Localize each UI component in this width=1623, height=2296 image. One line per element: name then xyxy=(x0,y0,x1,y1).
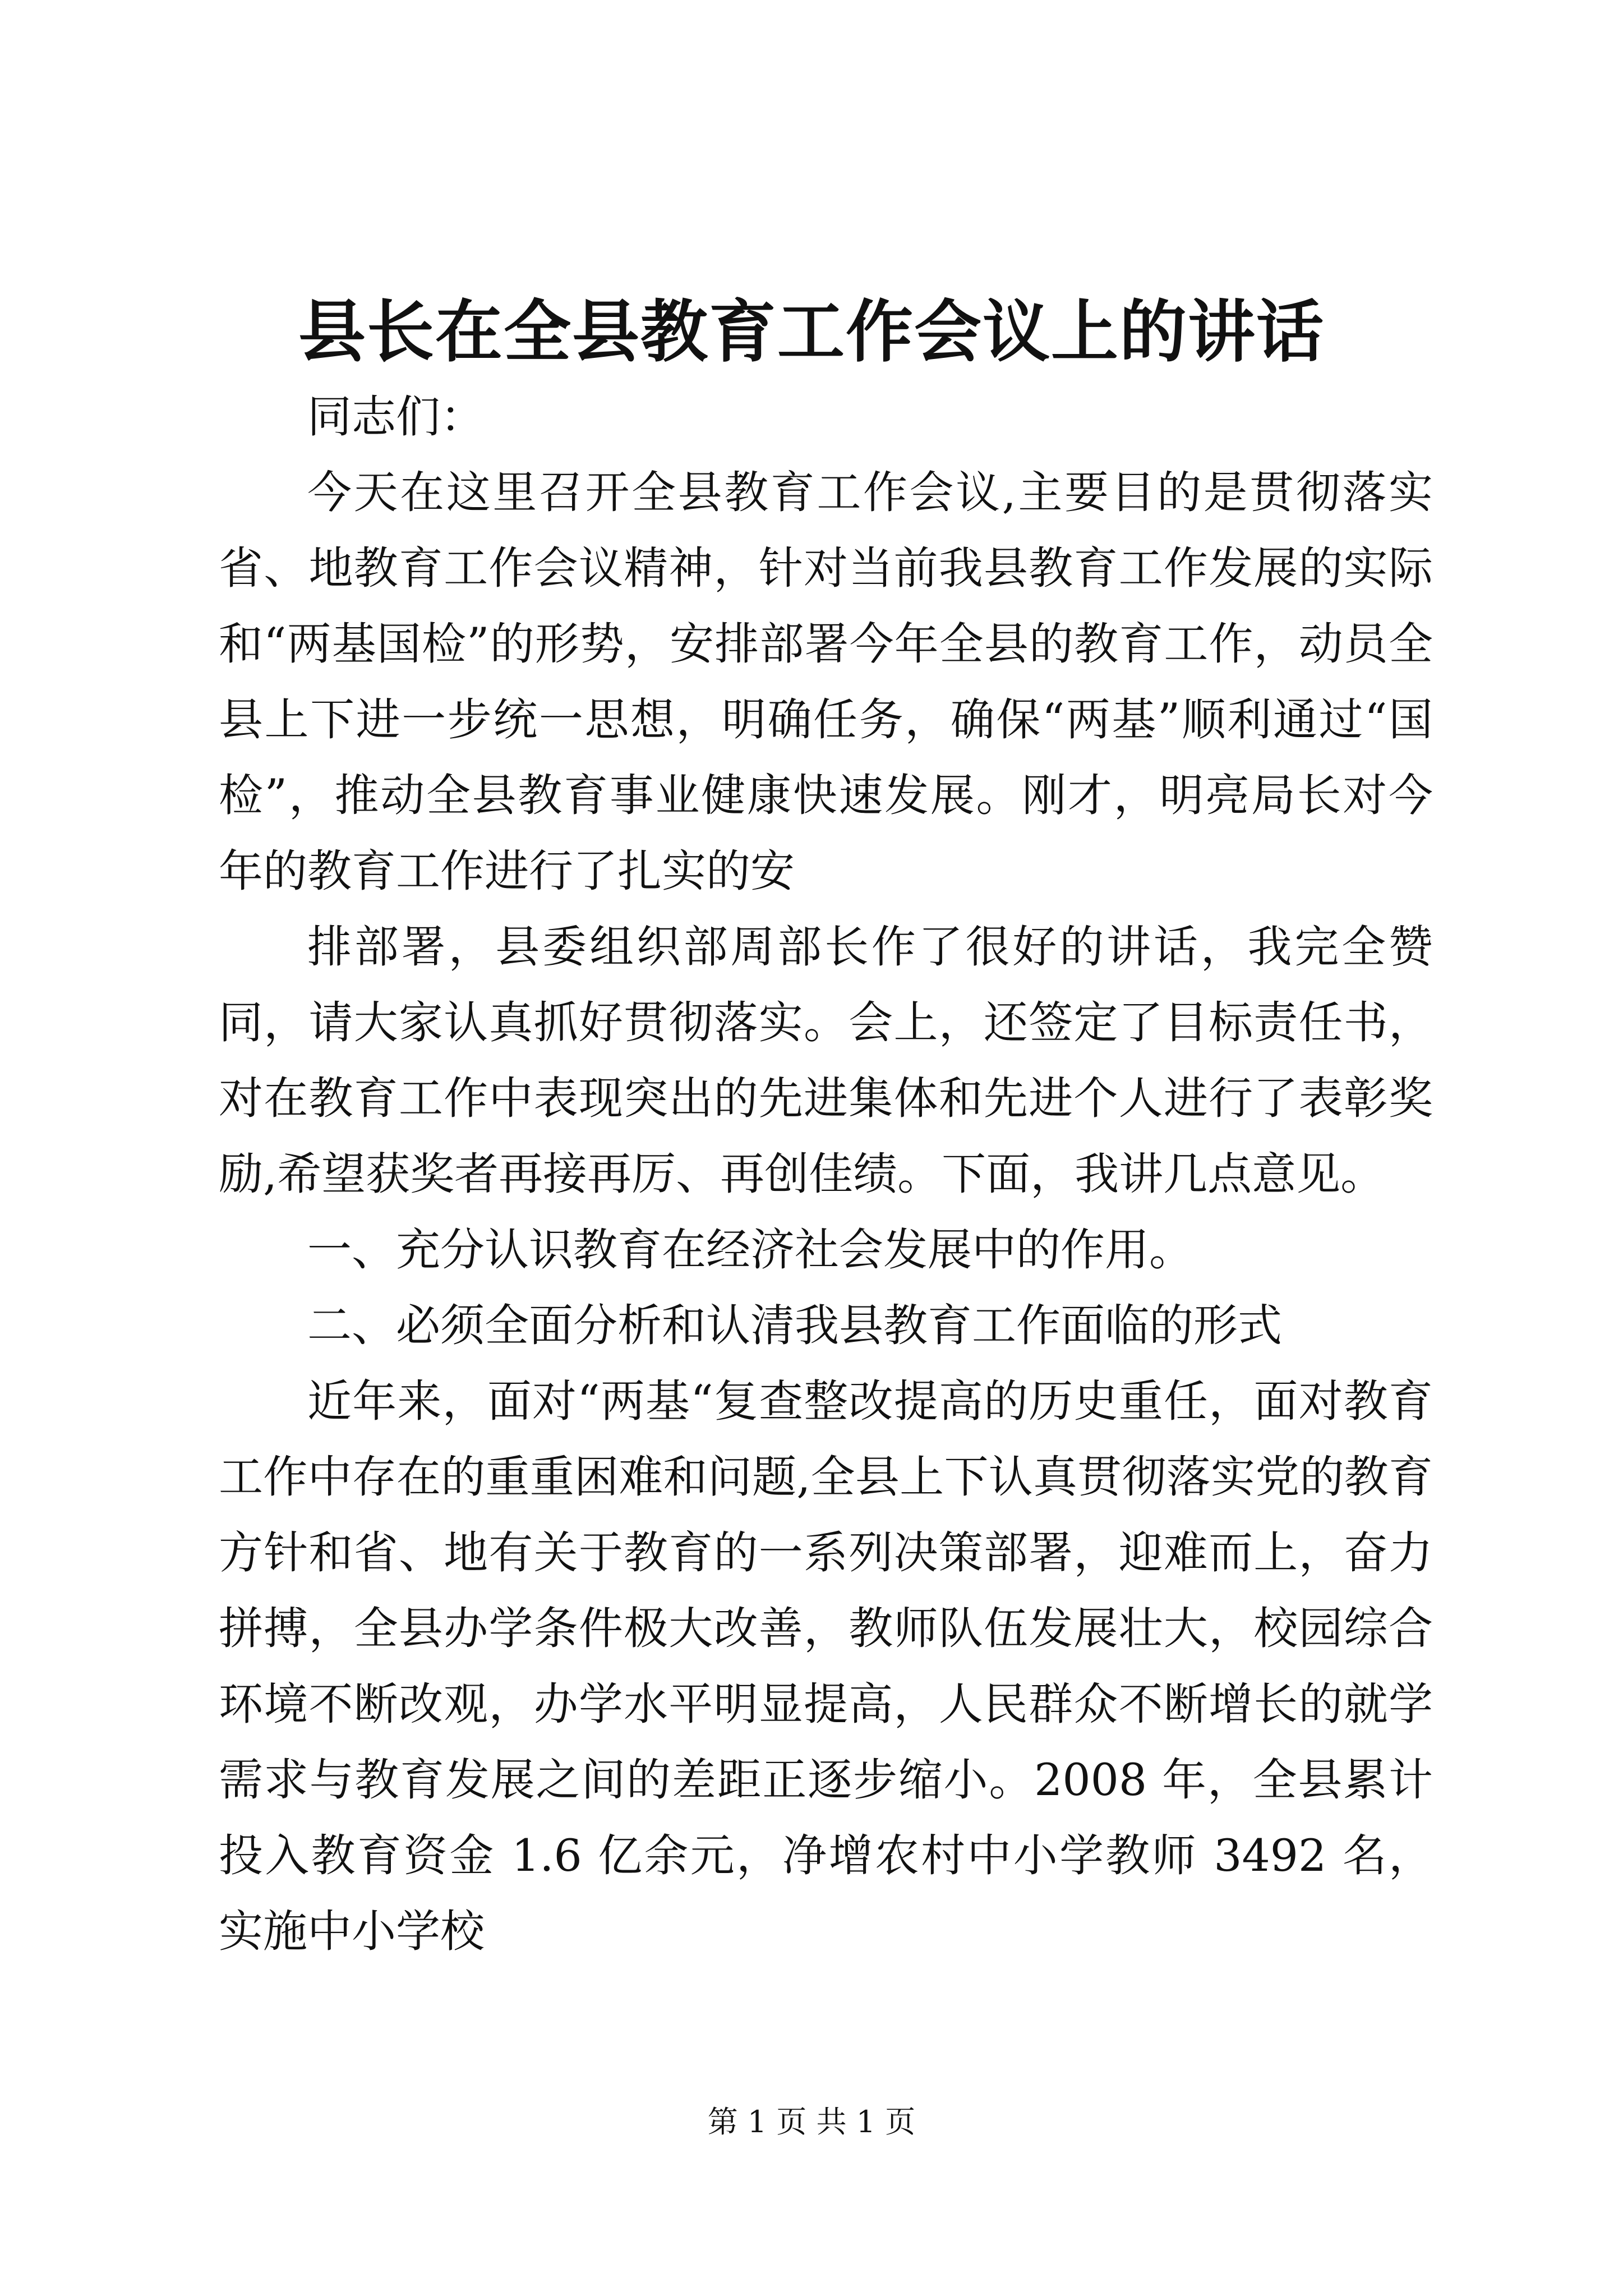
paragraph-salutation: 同志们： xyxy=(307,391,485,443)
paragraph-deployment: 排部署，县委组织部周部长作了很好的讲话，我完全赞同，请大家认真抓好贯彻落实。会上，还签定了目标责任书，对在教育工作中表现突出的先进集体和先进个人进行了表彰奖励,希望获奖者再接再厉、再创佳绩。下面，我讲几点意见。 xyxy=(219,921,1433,1200)
section-heading-1: 一、充分认识教育在经济社会发展中的作用。 xyxy=(307,1224,1193,1276)
document-title: 县长在全县教育工作会议上的讲话 xyxy=(298,292,1325,371)
section-heading-2: 二、必须全面分析和认清我县教育工作面临的形式 xyxy=(307,1300,1282,1351)
document-body xyxy=(219,379,1433,1970)
paragraph-opening: 今天在这里召开全县教育工作会议,主要目的是贯彻落实省、地教育工作会议精神，针对当前我县教育工作发展的实际和“两基国检”的形势，安排部署今年全县的教育工作，动员全县上下进一步统一思想，明确任务，确保“两基”顺利通过“国检”，推动全县教育事业健康快速发展。刚才，明亮局长对今年的教育工作进行了扎实的安 xyxy=(219,467,1433,897)
page-footer: 第 1 页 共 1 页 xyxy=(707,2104,916,2139)
paragraph-recent-years: 近年来，面对“两基“复查整改提高的历史重任，面对教育工作中存在的重重困难和问题,全县上下认真贯彻落实党的教育方针和省、地有关于教育的一系列决策部署，迎难而上，奋力拼搏，全县办学条件极大改善，教师队伍发展壮大，校园综合环境不断改观，办学水平明显提高，人民群众不断增长的就学需求与教育发展之间的差距正逐步缩小。2008 年，全县累计投入教育资金 1.6 亿余元，净增农村中小学教师 3492 名，实施中小学校 xyxy=(219,1375,1433,1957)
